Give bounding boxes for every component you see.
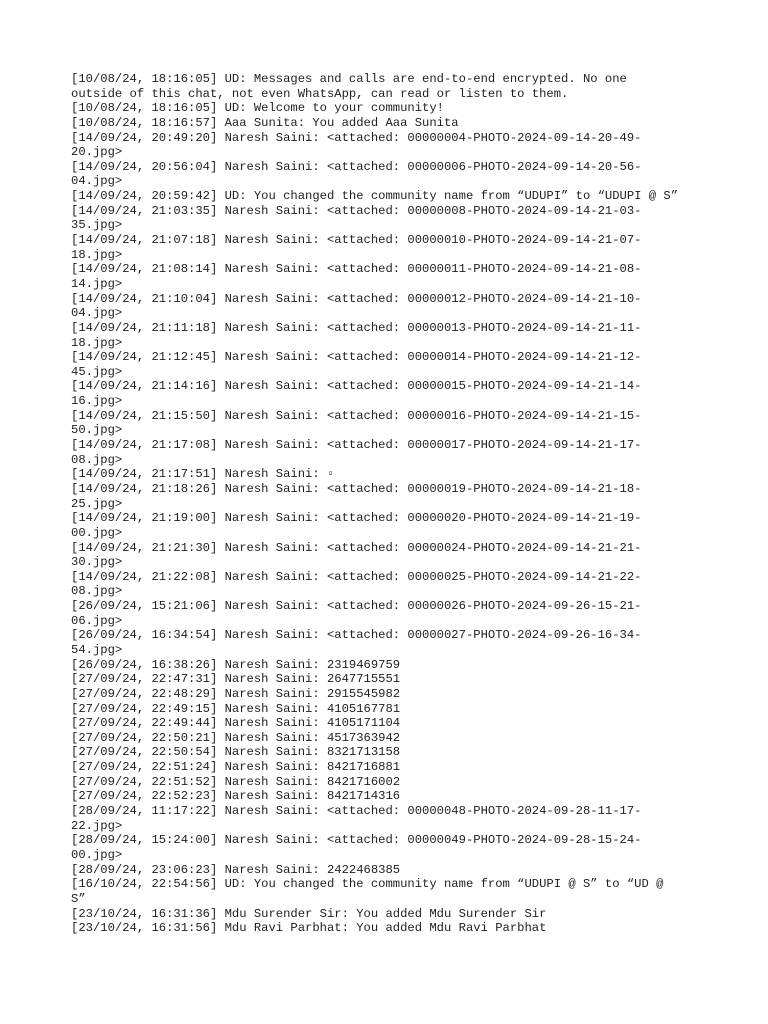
chat-log-line: 14.jpg> — [71, 276, 123, 291]
chat-log-line: [10/08/24, 18:16:05] UD: Welcome to your community! — [71, 101, 444, 116]
chat-log-line: [16/10/24, 22:54:56] UD: You changed the community name from “UDUPI @ S” to “UD @ — [71, 877, 664, 892]
chat-log-line: [27/09/24, 22:49:15] Naresh Saini: 4105167781 — [71, 701, 401, 716]
chat-log-line: [23/10/24, 16:31:36] Mdu Surender Sir: You added Mdu Surender Sir — [71, 906, 547, 921]
chat-log-line: [14/09/24, 21:07:18] Naresh Saini: <attached: 00000010-PHOTO-2024-09-14-21-07- — [71, 233, 642, 248]
chat-log-line: [14/09/24, 21:21:30] Naresh Saini: <attached: 00000024-PHOTO-2024-09-14-21-21- — [71, 540, 642, 555]
chat-log-line: 04.jpg> — [71, 174, 123, 189]
chat-log-line: S” — [71, 891, 86, 906]
chat-log-line: [14/09/24, 21:11:18] Naresh Saini: <attached: 00000013-PHOTO-2024-09-14-21-11- — [71, 320, 642, 335]
chat-log-line: 54.jpg> — [71, 642, 123, 657]
chat-log-line: 04.jpg> — [71, 306, 123, 321]
chat-log-line: 06.jpg> — [71, 613, 123, 628]
chat-log-line: [14/09/24, 21:22:08] Naresh Saini: <attached: 00000025-PHOTO-2024-09-14-21-22- — [71, 569, 642, 584]
chat-log-line: [14/09/24, 20:56:04] Naresh Saini: <attached: 00000006-PHOTO-2024-09-14-20-56- — [71, 159, 642, 174]
chat-log-line: 35.jpg> — [71, 218, 123, 233]
chat-log-line: 18.jpg> — [71, 247, 123, 262]
chat-log-text — [71, 72, 711, 936]
chat-log-line: [28/09/24, 15:24:00] Naresh Saini: <attached: 00000049-PHOTO-2024-09-28-15-24- — [71, 833, 642, 848]
chat-log-line: [10/08/24, 18:16:05] UD: Messages and calls are end-to-end encrypted. No one — [71, 72, 627, 86]
chat-log-line: [14/09/24, 21:17:51] Naresh Saini: ▫ — [71, 467, 335, 482]
chat-log-line: [14/09/24, 21:08:14] Naresh Saini: <attached: 00000011-PHOTO-2024-09-14-21-08- — [71, 262, 642, 277]
chat-log-line: 30.jpg> — [71, 555, 123, 570]
chat-log-line: [27/09/24, 22:51:24] Naresh Saini: 8421716881 — [71, 760, 401, 775]
chat-log-line: [14/09/24, 21:18:26] Naresh Saini: <attached: 00000019-PHOTO-2024-09-14-21-18- — [71, 481, 642, 496]
chat-log-line: [27/09/24, 22:49:44] Naresh Saini: 4105171104 — [71, 716, 401, 731]
chat-log-line: [14/09/24, 21:17:08] Naresh Saini: <attached: 00000017-PHOTO-2024-09-14-21-17- — [71, 438, 642, 453]
chat-log-line: [28/09/24, 11:17:22] Naresh Saini: <attached: 00000048-PHOTO-2024-09-28-11-17- — [71, 804, 642, 819]
chat-log-line: [28/09/24, 23:06:23] Naresh Saini: 2422468385 — [71, 862, 401, 877]
chat-log-line: 45.jpg> — [71, 364, 123, 379]
chat-log-line: 20.jpg> — [71, 145, 123, 160]
chat-log-line: [10/08/24, 18:16:57] Aaa Sunita: You added Aaa Sunita — [71, 115, 459, 130]
chat-log-line: [14/09/24, 21:19:00] Naresh Saini: <attached: 00000020-PHOTO-2024-09-14-21-19- — [71, 511, 642, 526]
chat-log-line: 00.jpg> — [71, 847, 123, 862]
chat-log-line: 08.jpg> — [71, 452, 123, 467]
chat-log-line: [26/09/24, 16:38:26] Naresh Saini: 2319469759 — [71, 657, 401, 672]
chat-log-line: [14/09/24, 21:03:35] Naresh Saini: <attached: 00000008-PHOTO-2024-09-14-21-03- — [71, 203, 642, 218]
chat-log-line: [14/09/24, 21:14:16] Naresh Saini: <attached: 00000015-PHOTO-2024-09-14-21-14- — [71, 379, 642, 394]
chat-log-line: [26/09/24, 15:21:06] Naresh Saini: <attached: 00000026-PHOTO-2024-09-26-15-21- — [71, 599, 642, 614]
chat-log-line: [27/09/24, 22:47:31] Naresh Saini: 2647715551 — [71, 672, 401, 687]
chat-log-line: [14/09/24, 20:49:20] Naresh Saini: <attached: 00000004-PHOTO-2024-09-14-20-49- — [71, 130, 642, 145]
chat-log-line: [14/09/24, 20:59:42] UD: You changed the community name from “UDUPI” to “UDUPI @ S” — [71, 189, 679, 204]
chat-log-line: 25.jpg> — [71, 496, 123, 511]
chat-log-line: [27/09/24, 22:52:23] Naresh Saini: 8421714316 — [71, 789, 401, 804]
chat-log-line: [14/09/24, 21:12:45] Naresh Saini: <attached: 00000014-PHOTO-2024-09-14-21-12- — [71, 350, 642, 365]
chat-log-line: [26/09/24, 16:34:54] Naresh Saini: <attached: 00000027-PHOTO-2024-09-26-16-34- — [71, 628, 642, 643]
chat-log-line: 08.jpg> — [71, 584, 123, 599]
chat-log-line: [14/09/24, 21:10:04] Naresh Saini: <attached: 00000012-PHOTO-2024-09-14-21-10- — [71, 291, 642, 306]
chat-log-line: 22.jpg> — [71, 818, 123, 833]
chat-log-line: 50.jpg> — [71, 423, 123, 438]
chat-log-line: outside of this chat, not even WhatsApp, can read or listen to them. — [71, 86, 569, 101]
chat-log-line: [14/09/24, 21:15:50] Naresh Saini: <attached: 00000016-PHOTO-2024-09-14-21-15- — [71, 408, 642, 423]
chat-log-line: [27/09/24, 22:48:29] Naresh Saini: 2915545982 — [71, 686, 401, 701]
chat-log-line: [23/10/24, 16:31:56] Mdu Ravi Parbhat: You added Mdu Ravi Parbhat — [71, 921, 547, 936]
chat-log-line: 00.jpg> — [71, 525, 123, 540]
chat-log-line: [27/09/24, 22:50:54] Naresh Saini: 8321713158 — [71, 745, 401, 760]
chat-log-line: 18.jpg> — [71, 335, 123, 350]
chat-log-line: 16.jpg> — [71, 394, 123, 409]
chat-log-line: [27/09/24, 22:50:21] Naresh Saini: 4517363942 — [71, 730, 401, 745]
chat-log-line: [27/09/24, 22:51:52] Naresh Saini: 8421716002 — [71, 774, 401, 789]
